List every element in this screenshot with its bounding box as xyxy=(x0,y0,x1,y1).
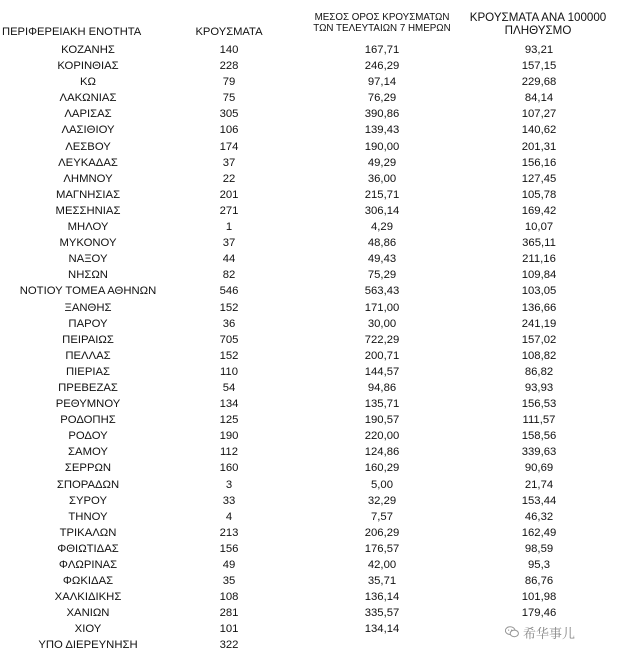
cell-cases: 281 xyxy=(219,607,239,620)
cell-cases: 22 xyxy=(222,172,236,185)
cell-seven-day-average: 139,43 xyxy=(364,124,400,137)
table-row xyxy=(0,106,619,122)
cell-per-100000: 201,31 xyxy=(521,140,557,153)
cell-per-100000: 103,05 xyxy=(521,285,557,298)
table-row xyxy=(0,364,619,380)
cell-seven-day-average: 136,14 xyxy=(364,591,400,604)
cell-cases: 54 xyxy=(222,381,236,394)
table-row xyxy=(0,525,619,541)
cell-per-100000: 46,32 xyxy=(524,510,554,523)
cell-region: ΝΑΞΟΥ xyxy=(68,253,108,266)
header-region-label: ΠΕΡΙΦΕΡΕΙΑΚΗ ΕΝΟΤΗΤΑ xyxy=(2,26,142,38)
cell-region: ΜΑΓΝΗΣΙΑΣ xyxy=(55,188,121,201)
cell-cases: 82 xyxy=(222,269,236,282)
cell-region: ΥΠΟ ΔΙΕΡΕΥΝΗΣΗ xyxy=(38,639,138,652)
table-row xyxy=(0,509,619,525)
cell-per-100000: 105,78 xyxy=(521,188,557,201)
cell-region: ΛΗΜΝΟΥ xyxy=(63,172,113,185)
cell-cases: 36 xyxy=(222,317,236,330)
table-row xyxy=(0,122,619,138)
header-cases-per-100000 xyxy=(460,11,616,38)
table-row xyxy=(0,460,619,476)
cell-seven-day-average: 190,00 xyxy=(364,140,400,153)
table-row xyxy=(0,90,619,106)
cell-seven-day-average: 390,86 xyxy=(364,108,400,121)
table-row xyxy=(0,477,619,493)
cell-per-100000: 93,93 xyxy=(524,381,554,394)
table-row xyxy=(0,316,619,332)
cell-region: ΜΥΚΟΝΟΥ xyxy=(59,237,117,250)
cell-region: ΠΙΕΡΙΑΣ xyxy=(65,365,111,378)
cell-cases: 49 xyxy=(222,559,236,571)
table-row xyxy=(0,58,619,74)
cell-seven-day-average: 35,71 xyxy=(367,575,397,588)
table-row xyxy=(0,155,619,171)
cell-region: ΚΟΡΙΝΘΙΑΣ xyxy=(57,60,119,73)
cell-cases: 35 xyxy=(222,575,236,588)
cell-seven-day-average: 335,57 xyxy=(364,607,400,620)
cell-seven-day-average: 30,00 xyxy=(367,317,397,330)
cell-per-100000: 109,84 xyxy=(521,269,557,282)
cell-cases: 152 xyxy=(219,301,239,314)
cell-cases: 33 xyxy=(222,494,236,507)
table-row xyxy=(0,348,619,364)
table-row xyxy=(0,444,619,460)
table-row xyxy=(0,283,619,299)
cell-cases: 1 xyxy=(225,221,233,234)
cell-region: ΛΕΥΚΑΔΑΣ xyxy=(58,156,118,169)
cell-seven-day-average: 722,29 xyxy=(364,333,400,346)
table-row xyxy=(0,589,619,605)
cell-region: ΛΑΡΙΣΑΣ xyxy=(64,108,112,121)
cell-per-100000: 10,07 xyxy=(524,221,554,234)
cell-cases: 3 xyxy=(225,478,233,491)
cell-per-100000: 162,49 xyxy=(521,526,557,539)
header-region xyxy=(0,26,178,39)
header-seven-day-average xyxy=(306,12,458,35)
cell-seven-day-average: 190,57 xyxy=(364,414,400,427)
cell-per-100000: 136,66 xyxy=(521,301,557,314)
cell-per-100000: 86,76 xyxy=(524,575,554,588)
cell-region: ΛΑΚΩΝΙΑΣ xyxy=(59,92,117,105)
cell-region: ΠΡΕΒΕΖΑΣ xyxy=(58,381,118,394)
cell-per-100000: 153,44 xyxy=(521,494,557,507)
cell-region: ΦΛΩΡΙΝΑΣ xyxy=(58,559,118,571)
cell-cases: 160 xyxy=(219,462,239,475)
cell-seven-day-average: 4,29 xyxy=(371,221,393,234)
cell-seven-day-average: 94,86 xyxy=(367,381,397,394)
cell-per-100000: 21,74 xyxy=(524,478,554,491)
cell-region: ΧΑΝΙΩΝ xyxy=(66,607,110,620)
cell-per-100000: 84,14 xyxy=(524,92,554,105)
cell-cases: 125 xyxy=(219,414,239,427)
cell-cases: 322 xyxy=(219,639,239,652)
table-row xyxy=(0,187,619,203)
cell-per-100000: 365,11 xyxy=(522,237,556,250)
table-row xyxy=(0,74,619,90)
cell-seven-day-average: 215,71 xyxy=(364,188,400,201)
cell-region: ΣΕΡΡΩΝ xyxy=(64,462,112,475)
cell-cases: 110 xyxy=(219,365,238,378)
cell-per-100000: 111,57 xyxy=(522,414,556,427)
cell-region: ΠΕΛΛΑΣ xyxy=(65,349,111,362)
table-row xyxy=(0,557,619,573)
cell-region: ΞΑΝΘΗΣ xyxy=(64,301,112,314)
wechat-icon xyxy=(505,626,519,638)
cell-seven-day-average: 160,29 xyxy=(364,462,400,475)
cell-region: ΣΑΜΟΥ xyxy=(68,446,108,459)
cell-seven-day-average: 75,29 xyxy=(367,269,397,282)
cell-per-100000: 98,59 xyxy=(524,542,554,555)
cell-seven-day-average: 171,00 xyxy=(364,301,400,314)
table-row xyxy=(0,541,619,557)
table-row xyxy=(0,493,619,509)
cell-seven-day-average: 167,71 xyxy=(364,44,400,56)
cell-region: ΜΗΛΟΥ xyxy=(67,221,109,234)
cell-seven-day-average: 144,57 xyxy=(364,365,400,378)
cell-per-100000: 107,27 xyxy=(521,108,557,121)
header-per-line-1: ΚΡΟΥΣΜΑΤΑ ΑΝΑ 100000 xyxy=(469,11,607,24)
cell-cases: 705 xyxy=(219,333,239,346)
cell-per-100000: 140,62 xyxy=(521,124,557,137)
cell-seven-day-average: 135,71 xyxy=(364,398,400,411)
table-row xyxy=(0,235,619,251)
cell-seven-day-average: 49,29 xyxy=(367,156,397,169)
table-row xyxy=(0,219,619,235)
table-row xyxy=(0,573,619,589)
cell-region: ΤΗΝΟΥ xyxy=(68,510,108,523)
header-avg-line-2: ΤΩΝ ΤΕΛΕΥΤΑΙΩΝ 7 ΗΜΕΡΩΝ xyxy=(313,23,451,35)
cell-cases: 156 xyxy=(219,542,239,555)
table-row xyxy=(0,300,619,316)
cell-region: ΠΑΡΟΥ xyxy=(68,317,108,330)
header-per-line-2: ΠΛΗΘΥΣΜΟ xyxy=(504,24,572,38)
table-row xyxy=(0,267,619,283)
header-cases xyxy=(186,26,272,39)
cell-per-100000: 156,16 xyxy=(521,156,557,169)
cell-cases: 546 xyxy=(219,285,239,298)
cell-seven-day-average: 97,14 xyxy=(367,76,397,89)
cell-region: ΛΑΣΙΘΙΟΥ xyxy=(61,124,115,137)
cell-per-100000: 95,3 xyxy=(528,559,550,571)
table-row xyxy=(0,412,619,428)
table-row xyxy=(0,42,619,58)
cell-cases: 271 xyxy=(219,204,239,217)
cell-seven-day-average: 36,00 xyxy=(367,172,397,185)
cell-region: ΦΩΚΙΔΑΣ xyxy=(62,575,114,588)
watermark xyxy=(505,622,615,642)
cell-cases: 201 xyxy=(219,188,239,201)
table-row xyxy=(0,396,619,412)
cell-seven-day-average: 306,14 xyxy=(364,204,400,217)
cell-region: ΧΙΟΥ xyxy=(74,623,102,636)
cell-cases: 228 xyxy=(219,60,239,73)
cell-region: ΚΩ xyxy=(80,76,96,89)
cell-region: ΡΟΔΟΠΗΣ xyxy=(60,414,116,427)
cell-cases: 134 xyxy=(219,398,239,411)
cell-cases: 79 xyxy=(222,76,236,89)
table-row xyxy=(0,380,619,396)
cell-per-100000: 229,68 xyxy=(521,76,557,89)
cell-cases: 4 xyxy=(225,510,233,523)
cell-per-100000: 169,42 xyxy=(521,204,557,217)
cell-region: ΡΟΔΟΥ xyxy=(68,430,108,443)
cell-seven-day-average: 48,86 xyxy=(367,237,397,250)
cell-seven-day-average: 5,00 xyxy=(371,478,393,491)
cell-seven-day-average: 563,43 xyxy=(364,285,400,298)
cell-seven-day-average: 176,57 xyxy=(364,542,400,555)
cell-seven-day-average: 246,29 xyxy=(364,60,400,73)
table-row xyxy=(0,605,619,621)
cell-per-100000: 339,63 xyxy=(521,446,557,459)
cell-seven-day-average: 76,29 xyxy=(367,92,397,105)
cell-cases: 101 xyxy=(219,623,239,636)
cell-cases: 37 xyxy=(222,237,236,250)
table-row xyxy=(0,251,619,267)
cell-per-100000: 157,15 xyxy=(521,60,557,73)
cell-cases: 140 xyxy=(219,44,239,56)
cell-region: ΚΟΖΑΝΗΣ xyxy=(61,44,115,56)
cell-seven-day-average: 200,71 xyxy=(364,349,400,362)
cell-region: ΦΘΙΩΤΙΔΑΣ xyxy=(57,542,119,555)
cell-per-100000: 179,46 xyxy=(521,607,557,620)
cell-region: ΠΕΙΡΑΙΩΣ xyxy=(62,333,114,346)
cell-per-100000: 86,82 xyxy=(524,365,554,378)
cell-seven-day-average: 49,43 xyxy=(367,253,397,266)
cell-per-100000: 101,98 xyxy=(521,591,557,604)
cell-per-100000: 157,02 xyxy=(521,333,557,346)
cell-region: ΧΑΛΚΙΔΙΚΗΣ xyxy=(54,591,122,604)
cell-cases: 106 xyxy=(219,124,239,137)
cell-per-100000: 127,45 xyxy=(521,172,557,185)
cell-seven-day-average: 42,00 xyxy=(367,559,397,571)
header-avg-line-1: ΜΕΣΟΣ ΟΡΟΣ ΚΡΟΥΣΜΑΤΩΝ xyxy=(314,12,450,23)
cell-cases: 305 xyxy=(219,108,239,121)
cell-cases: 108 xyxy=(219,591,239,604)
cell-seven-day-average: 7,57 xyxy=(371,510,393,523)
cell-seven-day-average: 32,29 xyxy=(367,494,397,507)
table-body xyxy=(0,42,619,654)
cell-per-100000: 156,53 xyxy=(521,398,557,411)
cell-cases: 152 xyxy=(219,349,239,362)
cell-cases: 213 xyxy=(219,526,239,539)
cell-per-100000: 241,19 xyxy=(521,317,557,330)
table-row xyxy=(0,203,619,219)
cell-region: ΝΗΣΩΝ xyxy=(68,269,108,282)
cell-per-100000: 93,21 xyxy=(524,44,554,56)
cell-per-100000: 158,56 xyxy=(521,430,557,443)
cell-region: ΝΟΤΙΟΥ ΤΟΜΕΑ ΑΘΗΝΩΝ xyxy=(19,285,157,298)
cell-region: ΣΠΟΡΑΔΩΝ xyxy=(56,478,120,491)
cell-cases: 174 xyxy=(219,140,239,153)
cell-per-100000: 108,82 xyxy=(521,349,557,362)
cell-region: ΛΕΣΒΟΥ xyxy=(65,140,111,153)
header-cases-label: ΚΡΟΥΣΜΑΤΑ xyxy=(195,26,263,38)
table-row xyxy=(0,139,619,155)
table-row xyxy=(0,332,619,348)
cell-cases: 37 xyxy=(222,156,236,169)
cell-region: ΜΕΣΣΗΝΙΑΣ xyxy=(55,204,121,217)
cell-cases: 112 xyxy=(219,446,238,459)
cell-seven-day-average: 134,14 xyxy=(364,623,400,636)
cell-seven-day-average: 124,86 xyxy=(364,446,400,459)
cell-region: ΤΡΙΚΑΛΩΝ xyxy=(59,526,117,539)
table-row xyxy=(0,428,619,444)
cell-cases: 44 xyxy=(222,253,236,266)
table-row xyxy=(0,171,619,187)
cell-per-100000: 211,16 xyxy=(522,253,556,266)
cell-seven-day-average: 206,29 xyxy=(364,526,400,539)
cell-region: ΣΥΡΟΥ xyxy=(68,494,107,507)
cell-region: ΡΕΘΥΜΝΟΥ xyxy=(55,398,121,411)
cell-per-100000: 90,69 xyxy=(524,462,554,475)
cell-cases: 190 xyxy=(219,430,239,443)
cell-cases: 75 xyxy=(222,92,236,105)
watermark-text: 希华事儿 xyxy=(523,625,576,641)
cell-seven-day-average: 220,00 xyxy=(364,430,400,443)
